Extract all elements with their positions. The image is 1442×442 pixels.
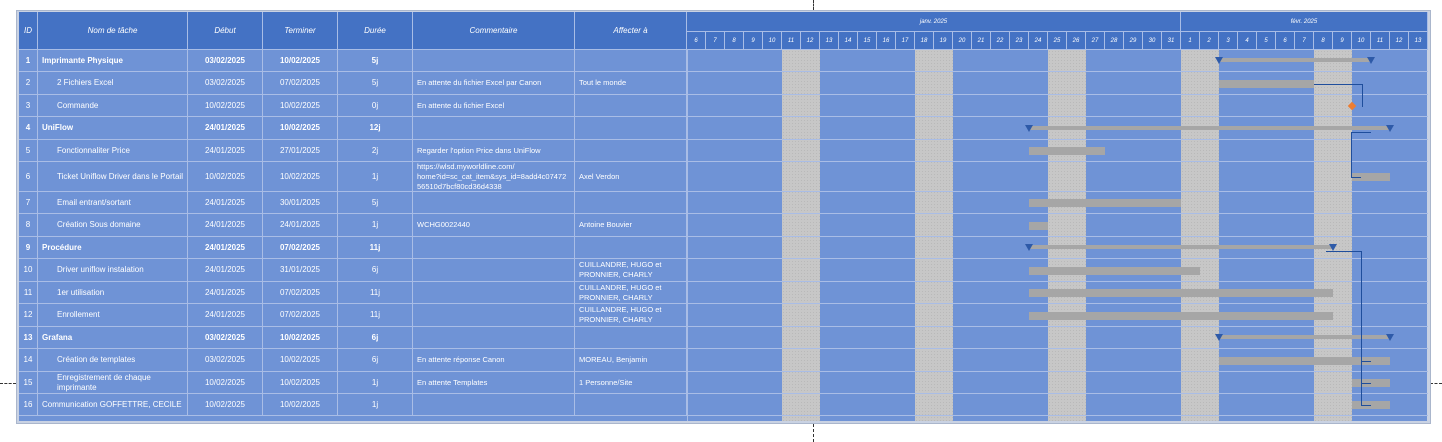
timeline-day: 14 [839, 32, 858, 50]
task-bar[interactable] [1029, 312, 1333, 320]
task-cell-assign[interactable]: CUILLANDRE, HUGO et PRONNIER, CHARLY [575, 282, 687, 304]
page-break-guide-left [0, 383, 16, 384]
task-cell-id[interactable]: 8 [19, 214, 38, 237]
dependency-line [1351, 132, 1353, 178]
task-cell-comment[interactable]: En attente du fichier Excel par Canon [413, 72, 575, 95]
dependency-line [1361, 361, 1371, 362]
timeline-day: 13 [820, 32, 839, 50]
timeline-day: 11 [1371, 32, 1390, 50]
task-cell-comment[interactable] [413, 282, 575, 304]
timeline-day: 7 [1295, 32, 1314, 50]
dependency-line [1361, 405, 1371, 406]
timeline-day: 18 [915, 32, 934, 50]
timeline-day: 27 [1086, 32, 1105, 50]
timeline-day: 4 [1238, 32, 1257, 50]
summary-bar[interactable] [1219, 335, 1390, 339]
task-cell-duration[interactable]: 1j [338, 214, 413, 237]
task-bar[interactable] [1352, 379, 1390, 387]
summary-start-marker [1215, 57, 1223, 64]
timeline-day: 7 [706, 32, 725, 50]
dependency-line [1361, 383, 1371, 384]
gantt-row-line [687, 236, 1428, 237]
task-cell-start[interactable]: 10/02/2025 [188, 162, 263, 192]
timeline-day: 11 [782, 32, 801, 50]
task-cell-comment[interactable] [413, 117, 575, 140]
timeline-day: 13 [1409, 32, 1428, 50]
dependency-line [1351, 177, 1361, 178]
task-cell-name[interactable]: UniFlow [38, 117, 188, 140]
task-cell-duration[interactable]: 1j [338, 372, 413, 394]
task-cell-comment[interactable] [413, 327, 575, 349]
task-cell-start[interactable]: 24/01/2025 [188, 117, 263, 140]
task-cell-id[interactable]: 16 [19, 394, 38, 416]
timeline-day: 25 [1048, 32, 1067, 50]
summary-end-marker [1367, 57, 1375, 64]
task-cell-id[interactable]: 10 [19, 259, 38, 282]
gantt-row-line [687, 303, 1428, 304]
timeline-day: 12 [801, 32, 820, 50]
task-cell-name[interactable]: Email entrant/sortant [38, 192, 188, 214]
timeline-day: 20 [953, 32, 972, 50]
task-cell-end[interactable]: 10/02/2025 [263, 372, 338, 394]
gantt-sheet [19, 12, 1427, 421]
summary-end-marker [1329, 244, 1337, 251]
header-assigned-to[interactable]: Affecter à [575, 12, 687, 50]
task-cell-assign[interactable] [575, 192, 687, 214]
task-cell-name[interactable]: Communication GOFFETTRE, CECILE [38, 394, 188, 416]
task-cell-id[interactable]: 11 [19, 282, 38, 304]
task-cell-duration[interactable]: 11j [338, 304, 413, 327]
task-cell-assign[interactable]: MOREAU, Benjamin [575, 349, 687, 372]
task-cell-end[interactable]: 07/02/2025 [263, 304, 338, 327]
summary-end-marker [1386, 125, 1394, 132]
task-cell-end[interactable]: 27/01/2025 [263, 140, 338, 162]
timeline-day: 6 [687, 32, 706, 50]
task-cell-start[interactable]: 24/01/2025 [188, 259, 263, 282]
task-cell-assign[interactable] [575, 237, 687, 259]
timeline-day: 8 [725, 32, 744, 50]
timeline-day: 6 [1276, 32, 1295, 50]
task-bar[interactable] [1029, 222, 1048, 230]
task-cell-duration[interactable]: 11j [338, 282, 413, 304]
timeline-day: 29 [1124, 32, 1143, 50]
task-cell-name[interactable]: Création de templates [38, 349, 188, 372]
timeline-day: 28 [1105, 32, 1124, 50]
header-comment[interactable]: Commentaire [413, 12, 575, 50]
task-cell-comment[interactable] [413, 259, 575, 282]
task-cell-duration[interactable]: 6j [338, 327, 413, 349]
task-cell-comment[interactable]: En attente réponse Canon [413, 349, 575, 372]
task-cell-start[interactable]: 10/02/2025 [188, 95, 263, 117]
timeline-day: 21 [972, 32, 991, 50]
task-cell-name[interactable]: Imprimante Physique [38, 50, 188, 72]
task-cell-assign[interactable]: 1 Personne/Site [575, 372, 687, 394]
gantt-row-line [687, 348, 1428, 349]
task-cell-start[interactable]: 24/01/2025 [188, 237, 263, 259]
gantt-row-line [687, 213, 1428, 214]
timeline-day: 24 [1029, 32, 1048, 50]
timeline-month-january: janv. 2025 [687, 12, 1181, 32]
task-bar[interactable] [1029, 199, 1181, 207]
gantt-row-line [687, 258, 1428, 259]
timeline-day: 10 [1352, 32, 1371, 50]
timeline-day: 31 [1162, 32, 1181, 50]
task-cell-end[interactable]: 10/02/2025 [263, 349, 338, 372]
task-cell-assign[interactable] [575, 140, 687, 162]
timeline-day: 16 [877, 32, 896, 50]
task-cell-start[interactable]: 24/01/2025 [188, 140, 263, 162]
task-cell-start[interactable]: 10/02/2025 [188, 394, 263, 416]
task-cell-assign[interactable]: CUILLANDRE, HUGO et PRONNIER, CHARLY [575, 259, 687, 282]
gantt-row-line [687, 281, 1428, 282]
task-cell-end[interactable]: 07/02/2025 [263, 237, 338, 259]
task-cell-name[interactable]: Procédure [38, 237, 188, 259]
summary-start-marker [1025, 125, 1033, 132]
task-cell-start[interactable]: 03/02/2025 [188, 349, 263, 372]
task-cell-name[interactable]: 1er utilisation [38, 282, 188, 304]
task-cell-start[interactable]: 24/01/2025 [188, 192, 263, 214]
task-cell-name[interactable]: Ticket Uniflow Driver dans le Portail [38, 162, 188, 192]
timeline-day: 19 [934, 32, 953, 50]
task-cell-assign[interactable]: CUILLANDRE, HUGO et PRONNIER, CHARLY [575, 304, 687, 327]
summary-start-marker [1025, 244, 1033, 251]
task-cell-name[interactable]: 2 Fichiers Excel [38, 72, 188, 95]
timeline-day: 9 [744, 32, 763, 50]
task-cell-id[interactable]: 1 [19, 50, 38, 72]
header-start[interactable]: Début [188, 12, 263, 50]
task-cell-comment[interactable]: https://wlsd.myworldline.com/ home?id=sc_cat_item&sys_id=8add4c07472 56510d7bcf80cd36d4338 [413, 162, 575, 192]
task-cell-start[interactable]: 03/02/2025 [188, 50, 263, 72]
summary-bar[interactable] [1219, 58, 1371, 62]
task-cell-id[interactable]: 15 [19, 372, 38, 394]
task-cell-duration[interactable]: 1j [338, 394, 413, 416]
task-cell-assign[interactable] [575, 117, 687, 140]
summary-start-marker [1215, 334, 1223, 341]
task-cell-end[interactable]: 31/01/2025 [263, 259, 338, 282]
task-cell-duration[interactable]: 0j [338, 95, 413, 117]
task-cell-duration[interactable]: 5j [338, 192, 413, 214]
task-cell-end[interactable]: 07/02/2025 [263, 72, 338, 95]
task-cell-comment[interactable] [413, 304, 575, 327]
timeline-day: 9 [1333, 32, 1352, 50]
gantt-row-line [687, 393, 1428, 394]
header-duration[interactable]: Durée [338, 12, 413, 50]
task-cell-comment[interactable]: En attente du fichier Excel [413, 95, 575, 117]
timeline-day: 1 [1181, 32, 1200, 50]
gantt-row-line [687, 326, 1428, 327]
task-cell-comment[interactable]: WCHG0022440 [413, 214, 575, 237]
header-task-name[interactable]: Nom de tâche [38, 12, 188, 50]
timeline-day: 23 [1010, 32, 1029, 50]
task-cell-name[interactable]: Création Sous domaine [38, 214, 188, 237]
timeline-day: 5 [1257, 32, 1276, 50]
dependency-line [1326, 251, 1362, 252]
task-cell-duration[interactable]: 1j [338, 162, 413, 192]
task-cell-assign[interactable] [575, 95, 687, 117]
task-cell-id[interactable]: 6 [19, 162, 38, 192]
page-break-guide-right [1430, 383, 1442, 384]
timeline-day: 15 [858, 32, 877, 50]
task-cell-start[interactable]: 10/02/2025 [188, 372, 263, 394]
task-cell-id[interactable]: 9 [19, 237, 38, 259]
task-cell-id[interactable]: 12 [19, 304, 38, 327]
task-bar[interactable] [1029, 147, 1105, 155]
timeline-day: 26 [1067, 32, 1086, 50]
task-cell-duration[interactable]: 5j [338, 72, 413, 95]
page-break-guide-bottom [813, 424, 814, 442]
task-cell-end[interactable]: 10/02/2025 [263, 162, 338, 192]
task-cell-start[interactable]: 03/02/2025 [188, 327, 263, 349]
task-cell-name[interactable]: Commande [38, 95, 188, 117]
task-cell-assign[interactable]: Tout le monde [575, 72, 687, 95]
timeline-day: 3 [1219, 32, 1238, 50]
header-end[interactable]: Terminer [263, 12, 338, 50]
timeline-day: 17 [896, 32, 915, 50]
task-cell-end[interactable]: 10/02/2025 [263, 117, 338, 140]
task-cell-comment[interactable] [413, 237, 575, 259]
task-cell-start[interactable]: 24/01/2025 [188, 282, 263, 304]
gantt-row-line [687, 161, 1428, 162]
task-cell-assign[interactable] [575, 327, 687, 349]
task-cell-end[interactable]: 10/02/2025 [263, 327, 338, 349]
task-cell-duration[interactable]: 6j [338, 259, 413, 282]
timeline-day: 22 [991, 32, 1010, 50]
task-cell-end[interactable]: 24/01/2025 [263, 214, 338, 237]
task-cell-name[interactable]: Enregistrement de chaque imprimante [38, 372, 188, 394]
task-cell-comment[interactable]: Regarder l'option Price dans UniFlow [413, 140, 575, 162]
task-cell-end[interactable]: 10/02/2025 [263, 95, 338, 117]
task-bar[interactable] [1352, 401, 1390, 409]
header-id[interactable]: ID [19, 12, 38, 50]
task-cell-duration[interactable]: 11j [338, 237, 413, 259]
task-cell-id[interactable]: 3 [19, 95, 38, 117]
dependency-line [1361, 251, 1363, 405]
timeline-month-february: févr. 2025 [1181, 12, 1428, 32]
task-bar[interactable] [1029, 267, 1200, 275]
page-break-guide-top [813, 0, 814, 10]
task-cell-start[interactable]: 03/02/2025 [188, 72, 263, 95]
timeline-day: 2 [1200, 32, 1219, 50]
task-cell-assign[interactable] [575, 50, 687, 72]
task-cell-id[interactable]: 4 [19, 117, 38, 140]
gantt-row-line [687, 191, 1428, 192]
task-cell-comment[interactable] [413, 394, 575, 416]
task-cell-duration[interactable]: 2j [338, 140, 413, 162]
summary-bar[interactable] [1029, 245, 1333, 249]
gantt-row-line [687, 116, 1428, 117]
task-bar[interactable] [1219, 80, 1314, 88]
task-cell-end[interactable]: 07/02/2025 [263, 282, 338, 304]
summary-bar[interactable] [1029, 126, 1390, 130]
task-cell-id[interactable]: 7 [19, 192, 38, 214]
gantt-row-line [687, 415, 1428, 416]
task-cell-end[interactable]: 10/02/2025 [263, 50, 338, 72]
task-cell-duration[interactable]: 6j [338, 349, 413, 372]
gantt-row-line [687, 139, 1428, 140]
task-cell-assign[interactable]: Axel Verdon [575, 162, 687, 192]
gantt-row-line [687, 371, 1428, 372]
timeline-day: 12 [1390, 32, 1409, 50]
task-cell-duration[interactable]: 5j [338, 50, 413, 72]
task-cell-id[interactable]: 5 [19, 140, 38, 162]
task-cell-start[interactable]: 24/01/2025 [188, 304, 263, 327]
task-cell-name[interactable]: Enrollement [38, 304, 188, 327]
timeline-day: 30 [1143, 32, 1162, 50]
task-cell-id[interactable]: 13 [19, 327, 38, 349]
task-cell-assign[interactable] [575, 394, 687, 416]
timeline-day: 10 [763, 32, 782, 50]
task-cell-name[interactable]: Fonctionnaliter Price [38, 140, 188, 162]
summary-end-marker [1386, 334, 1394, 341]
task-cell-id[interactable]: 2 [19, 72, 38, 95]
task-cell-name[interactable]: Grafana [38, 327, 188, 349]
task-bar[interactable] [1029, 289, 1333, 297]
task-cell-duration[interactable]: 12j [338, 117, 413, 140]
task-cell-comment[interactable] [413, 192, 575, 214]
task-cell-end[interactable]: 30/01/2025 [263, 192, 338, 214]
task-cell-start[interactable]: 24/01/2025 [188, 214, 263, 237]
dependency-line [1314, 84, 1363, 108]
task-cell-end[interactable]: 10/02/2025 [263, 394, 338, 416]
gantt-row-line [687, 71, 1428, 72]
task-cell-comment[interactable] [413, 50, 575, 72]
timeline-day: 8 [1314, 32, 1333, 50]
task-cell-assign[interactable]: Antoine Bouvier [575, 214, 687, 237]
task-cell-id[interactable]: 14 [19, 349, 38, 372]
task-cell-comment[interactable]: En attente Templates [413, 372, 575, 394]
task-cell-name[interactable]: Driver uniflow instalation [38, 259, 188, 282]
dependency-line [1351, 132, 1371, 133]
